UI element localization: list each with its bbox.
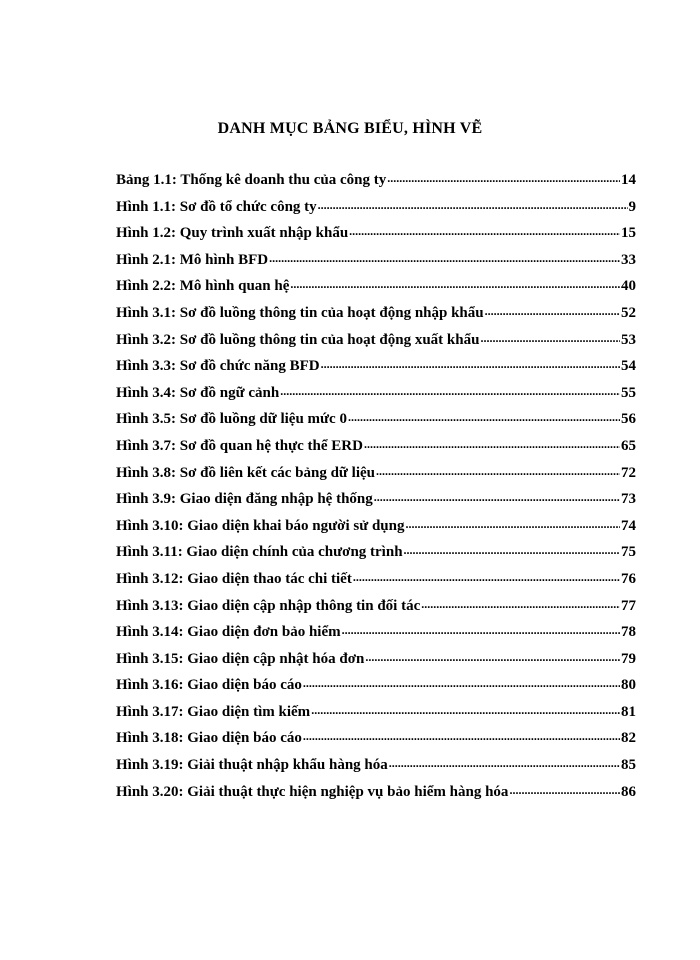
toc-entry-label: Hình 3.13: Giao diện cập nhập thông tin đối tác (116, 597, 421, 614)
toc-entry (116, 332, 636, 359)
figure-table-list (116, 172, 636, 810)
toc-entry-page-number: 86 (621, 783, 636, 800)
toc-entry-label: Hình 3.14: Giao diện đơn bảo hiểm (116, 624, 341, 641)
dot-leader (353, 569, 620, 586)
toc-entry-page-number: 76 (621, 570, 636, 587)
toc-entry (116, 757, 636, 784)
toc-entry-page-number: 78 (621, 624, 636, 641)
toc-entry-label: Hình 3.12: Giao diện thao tác chi tiết (116, 570, 352, 587)
toc-entry (116, 624, 636, 651)
toc-entry-page-number: 82 (621, 730, 636, 747)
toc-entry (116, 491, 636, 518)
toc-entry (116, 544, 636, 571)
toc-entry-page-number: 81 (621, 703, 636, 720)
dot-leader (389, 755, 620, 772)
dot-leader (406, 516, 621, 533)
toc-entry-page-number: 55 (621, 384, 636, 401)
toc-entry (116, 704, 636, 731)
toc-entry-label: Hình 3.10: Giao diện khai báo người sử dụng (116, 517, 405, 534)
toc-entry-label: Hình 1.1: Sơ đồ tổ chức công ty (116, 198, 317, 215)
toc-entry-page-number: 72 (621, 464, 636, 481)
dot-leader (485, 303, 620, 320)
toc-entry (116, 598, 636, 625)
toc-entry-label: Hình 3.11: Giao diện chính của chương trình (116, 544, 403, 561)
dot-leader (303, 728, 620, 745)
dot-leader (349, 223, 620, 240)
toc-entry-label: Hình 3.3: Sơ đồ chức năng BFD (116, 358, 320, 375)
dot-leader (311, 702, 620, 719)
toc-entry-label: Hình 2.2: Mô hình quan hệ (116, 278, 290, 295)
toc-entry (116, 438, 636, 465)
toc-entry-page-number: 79 (621, 650, 636, 667)
toc-entry-page-number: 9 (628, 198, 636, 215)
toc-entry (116, 571, 636, 598)
toc-entry-page-number: 40 (621, 278, 636, 295)
toc-entry-label: Hình 3.5: Sơ đồ luồng dữ liệu mức 0 (116, 411, 347, 428)
toc-entry-page-number: 54 (621, 358, 636, 375)
toc-entry-page-number: 65 (621, 437, 636, 454)
toc-entry (116, 411, 636, 438)
toc-entry (116, 278, 636, 305)
toc-entry (116, 385, 636, 412)
toc-entry-label: Hình 3.7: Sơ đồ quan hệ thực thể ERD (116, 437, 363, 454)
dot-leader (480, 330, 620, 347)
toc-entry-label: Hình 3.19: Giải thuật nhập khẩu hàng hóa (116, 757, 388, 774)
toc-entry-label: Hình 3.1: Sơ đồ luồng thông tin của hoạt động nhập khẩu (116, 304, 484, 321)
toc-entry-page-number: 56 (621, 411, 636, 428)
dot-leader (321, 356, 620, 373)
toc-entry-page-number: 33 (621, 251, 636, 268)
toc-entry-page-number: 15 (621, 225, 636, 242)
dot-leader (365, 649, 620, 666)
toc-entry-label: Hình 3.8: Sơ đồ liên kết các bảng dữ liệu (116, 464, 376, 481)
dot-leader (318, 197, 628, 214)
toc-entry-page-number: 75 (621, 544, 636, 561)
dot-leader (303, 675, 620, 692)
dot-leader (364, 436, 620, 453)
toc-entry-label: Hình 3.2: Sơ đồ luồng thông tin của hoạt động xuất khẩu (116, 331, 480, 348)
toc-entry-label: Hình 3.18: Giao diện báo cáo (116, 730, 302, 747)
toc-entry-label: Hình 3.20: Giải thuật thực hiện nghiệp vụ bảo hiểm hàng hóa (116, 783, 509, 800)
toc-entry (116, 651, 636, 678)
toc-entry (116, 252, 636, 279)
toc-entry-label: Hình 3.17: Giao diện tìm kiếm (116, 703, 311, 720)
toc-entry (116, 518, 636, 545)
page-title: DANH MỤC BẢNG BIỂU, HÌNH VẼ (217, 120, 483, 137)
dot-leader (421, 596, 620, 613)
toc-entry (116, 199, 636, 226)
toc-entry-page-number: 74 (621, 517, 636, 534)
toc-entry-page-number: 73 (621, 491, 636, 508)
toc-entry-page-number: 77 (621, 597, 636, 614)
toc-entry-label: Hình 3.4: Sơ đồ ngữ cảnh (116, 384, 280, 401)
dot-leader (342, 622, 620, 639)
dot-leader (376, 463, 620, 480)
toc-entry-page-number: 80 (621, 677, 636, 694)
toc-entry-page-number: 14 (621, 172, 636, 188)
toc-entry-label: Hình 1.2: Quy trình xuất nhập khẩu (116, 225, 349, 242)
dot-leader (404, 542, 620, 559)
dot-leader (269, 250, 620, 267)
toc-entry-page-number: 52 (621, 304, 636, 321)
dot-leader (280, 383, 620, 400)
toc-entry (116, 358, 636, 385)
toc-entry (116, 465, 636, 492)
dot-leader (348, 409, 620, 426)
toc-entry (116, 730, 636, 757)
dot-leader (374, 489, 620, 506)
toc-entry-page-number: 85 (621, 757, 636, 774)
toc-entry (116, 172, 636, 199)
toc-entry (116, 677, 636, 704)
dot-leader (387, 170, 620, 187)
toc-entry-label: Hình 3.16: Giao diện báo cáo (116, 677, 302, 694)
dot-leader (290, 276, 620, 293)
toc-entry-label: Hình 3.15: Giao diện cập nhật hóa đơn (116, 650, 365, 667)
toc-entry-page-number: 53 (621, 331, 636, 348)
toc-entry (116, 305, 636, 332)
toc-entry (116, 225, 636, 252)
dot-leader (509, 782, 620, 799)
toc-entry-label: Hình 2.1: Mô hình BFD (116, 251, 269, 268)
toc-entry (116, 784, 636, 811)
toc-entry-label: Hình 3.9: Giao diện đăng nhập hệ thống (116, 491, 373, 508)
toc-entry-label: Bảng 1.1: Thống kê doanh thu của công ty (116, 172, 387, 188)
